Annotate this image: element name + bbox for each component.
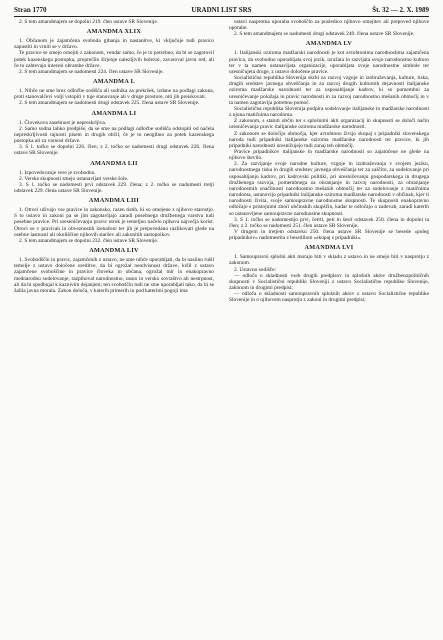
paragraph: 1. Občanom je zajamčena svoboda gibanja in nastanitve, ki vključuje tudi pravico zapustiti in vrniti se v državo.	[14, 38, 214, 51]
paragraph: Te pravice se smejo omejiti z zakonom, vendar samo, če je to potrebno, da bi se zagotovil potek kazenskega postopka, preprečilo širjenje nalezljivih bolezni, zavaroval javni red, ali če to zahtevajo interesi obrambe države.	[14, 50, 214, 69]
amendment-heading: AMANDMA LIII	[88, 197, 140, 205]
right-column	[229, 19, 429, 636]
amendment-heading: AMANDMA L	[92, 78, 136, 86]
publication-title: URADNI LIST SRS	[191, 6, 252, 14]
paragraph: Z zakonom, s statuti občin ter s splošnimi akti organizacij in skupnosti se določi način uresničevanja pravic italijanske oziroma madžarske narodnosti.	[229, 118, 429, 131]
paragraph: — odloča o skladnosti samoupravnih splošnih aktov z ustavo Socialistične republike Slovenije in o njihovem nasprotju z zakoni in drugimi predpisi;	[229, 291, 429, 304]
paragraph: 3. S 1. točko se dopolni 226. člen; z 2. točko se nadomesti drugi odstavek 226. člena ustave SR Slovenije.	[14, 144, 214, 157]
paragraph: 2. S tem amandmajem se nadomesti drugi odstavek 240. člena ustave SR Slovenije.	[234, 31, 415, 38]
amendment-heading: AMANDMA XLIX	[86, 28, 142, 36]
amendment-heading: AMANDMA LII	[90, 159, 138, 167]
amendment-heading: AMANDMA LI	[91, 109, 137, 117]
header-rule	[14, 16, 429, 17]
paragraph: 1. Izpovedovanje vere je svobodno.	[19, 169, 96, 176]
paragraph: 2. Za razvijanje svoje narodne kulture, vzgoje in izobraževanja v svojem jeziku, narodnostnega tiska in drugih sredstev javnega obveščanja ter za zaščito, za sodelovanje pri usposabljanju kadrov, pri kadrovski politiki, pri uresničevanju gospodarskega in drugega družbenega razvoja, pomembnega za ohranjanje in razvoj narodnosti, za ohranjanje narodnostnih značilnosti narodnostno mešanih območij ter za sodelovanje z matičnima narodoma, ustanovijo pripadniki italijanske oziroma madžarske narodnosti v občinah, kjer ti narodnosti živita, svoje samoupravne narodnostne skupnosti. Te skupnosti enakopravno odločajo s pristojnimi zbori občinskih skupščin, kadar te odločajo o zadevah, zaradi katerih so ustanovljene samoupravne narodnostne skupnosti.	[229, 161, 429, 217]
paragraph: Socialistična republika Slovenija skrbi za razvoj vzgoje in izobraževanja, kulture, tiska, drugih sredstev javnega obveščanja in za razvoj drugih kulturnih dejavnosti italijanske oziroma madžarske narodnosti ter za usposabljanje kadrov, ki so pomembni za uresničevanje položaja in pravic narodnosti in za razvoj narodnostno mešanih območij in v ta namen zagotavlja potrebno pomoč.	[229, 75, 429, 106]
amendment-heading: AMANDMA LIV	[89, 247, 139, 255]
paragraph: 1. Svobodščin in pravic, zajamčenih z ustavo, ne sme nihče uporabljati, da bi nasilno rušil temelje z ustavo določene ureditve, da bi ogrožal neodvisnost države, kršil z ustavo zajamčene svoboščine in pravice človeka in občana, ogrožal mir in enakopravno mednarodno sodelovanje, razpihoval narodnostno, rasno in versko sovraštvo ali nestrpnost, ali da bi spodbujal k kaznivim dejanjem; ten svoboščin tudi ne sme uporabljati tako, da bi se žalila javna morala. Zakon določa, v katerih primerih in pod katerimi pogoji ima	[14, 257, 214, 294]
paragraph: 2. S tem amandmajem se dopolni 232. člen ustave SR Slovenije.	[19, 237, 159, 244]
paragraph: ustavi nasprotna uporaba svoboščin za posledico njihovo omejitev ali prepoved njihove uporabe.	[229, 19, 429, 32]
paragraph: Pravice pripadnikov italijanske in madžarske narodnosti so zajamčene ne glede na njihovo število.	[229, 148, 429, 162]
paragraph: V drugem in tretjem odstavku 250. člena ustave SR Slovenije se besede »poleg pripadnikov« nadomestita z besedilom »skupaj s pripadniki«.	[229, 229, 429, 242]
paragraph: 1. Nihče ne sme brez odločbe sodišča ali sodnika za prekršek, izdane na podlagi zakona, proti stanovalčevi volji vstopiti v tuje stanovanje ali v druge prostore, niti jih preiskovati.	[14, 88, 214, 101]
paragraph: — odloča o skladnosti vseh drugih predpisov in splošnih aktov družbenopolitičnih skupnosti v Socialistični republiki Sloveniji z ustavo Socialistične republike Slovenije, zakonom in drugimi predpisi;	[229, 272, 429, 292]
paragraph: 1. Samoupravni splošni akti morajo biti v skladu z ustavo in ne smejo biti v nasprotju z zakonom.	[229, 254, 429, 267]
paragraph: 2. Samo sodna lahko predpiše, da se sme na podlagi odločbe sodišča odstopiti od načela nepreskrljivosti tajnosti pisem in drugih občil, če je to neogibno za potek kazenskega postopka ali za varnost države.	[14, 125, 214, 145]
paragraph: 1. Človekova zasebnost je nepreskrljiva.	[19, 119, 107, 126]
issue-date: Št. 32 — 2. X. 1989	[372, 6, 429, 14]
page-number: Stran 1770	[14, 6, 47, 14]
amendment-heading: AMANDMA LVI	[304, 244, 354, 252]
paragraph: 2. Ustavno sodišče:	[234, 266, 277, 273]
paragraph: 2. S tem amandmajem se dopolni 219. člen ustave SR Slovenije.	[19, 19, 159, 25]
amendment-heading: AMANDMA LV	[305, 40, 353, 48]
paragraph: 1. Italijanski oziroma madžarski narodnosti je kot avtohtonima narodnostima zajamčena pravica, da svobodno uporabljata svoj jezik, izražata in razvijata svojo narodnostno kulturo ter v ta namen ustanavljata organizacije, uporabljata svoje narodnostne simbole ter uresničujeta druge, z ustavo določene pravice.	[229, 50, 429, 75]
paragraph: 2. S tem amandmajem se nadomesti drugi odstavek 225. člena ustave SR Slovenije.	[19, 100, 200, 107]
paragraph: 1. Otroci uživajo vse pravice in zakonsko, razen tistih, ki so omejene z njihovo starostjo. S to ustavo in zakoni pa se jim zagotavljajo zaradi posebnega družbenega varstva tudi posebne pravice. Pri ureseničevanju pravic otrok je temeljno načelo njihova največja korist. Otroci so v pravicah in obveznostih izenačeni ter jih je prepovedano razlikovati glede na osebne lastnosti ali okoliščine njihovih staršev ali zakonitih zastopnikov.	[14, 207, 214, 238]
paragraph: 3. S 1. točko se nadomesti prvi odstavek 229. člena; z 2. točko se nadomesti tretji odstavek 229. člena ustave SR Slovenije.	[14, 181, 214, 194]
paragraph: Socialistična republika Slovenija podpira sodelovanje italijanske in madžarske narodnosti z njuna matičnima narodoma.	[229, 105, 429, 119]
left-column	[14, 19, 214, 636]
paragraph: 3. S 1. točko se nadomestijo prvi, četrti, peti in šesti odstavek 250. člena in dopolni ta člen; z 2. točko se nadomesti 251. člen ustave SR Slovenije.	[229, 216, 429, 229]
paragraph: 2. S tem amandmajem se nadomesti 224. člen ustave SR Slovenije.	[19, 68, 164, 75]
paragraph: 2. Verske skupnosti smejo ustanavljati verske šole.	[19, 175, 129, 182]
paragraph: Z zakonom se določijo območja, kjer avtohtono živijo skupaj s pripadniki slovenskega naroda tudi pripadniki italijanske oziroma madžarske narodnosti ter pravice, ki jih pripadniki narodnosti uresničujejo tudi zunaj teh območij.	[229, 130, 429, 149]
